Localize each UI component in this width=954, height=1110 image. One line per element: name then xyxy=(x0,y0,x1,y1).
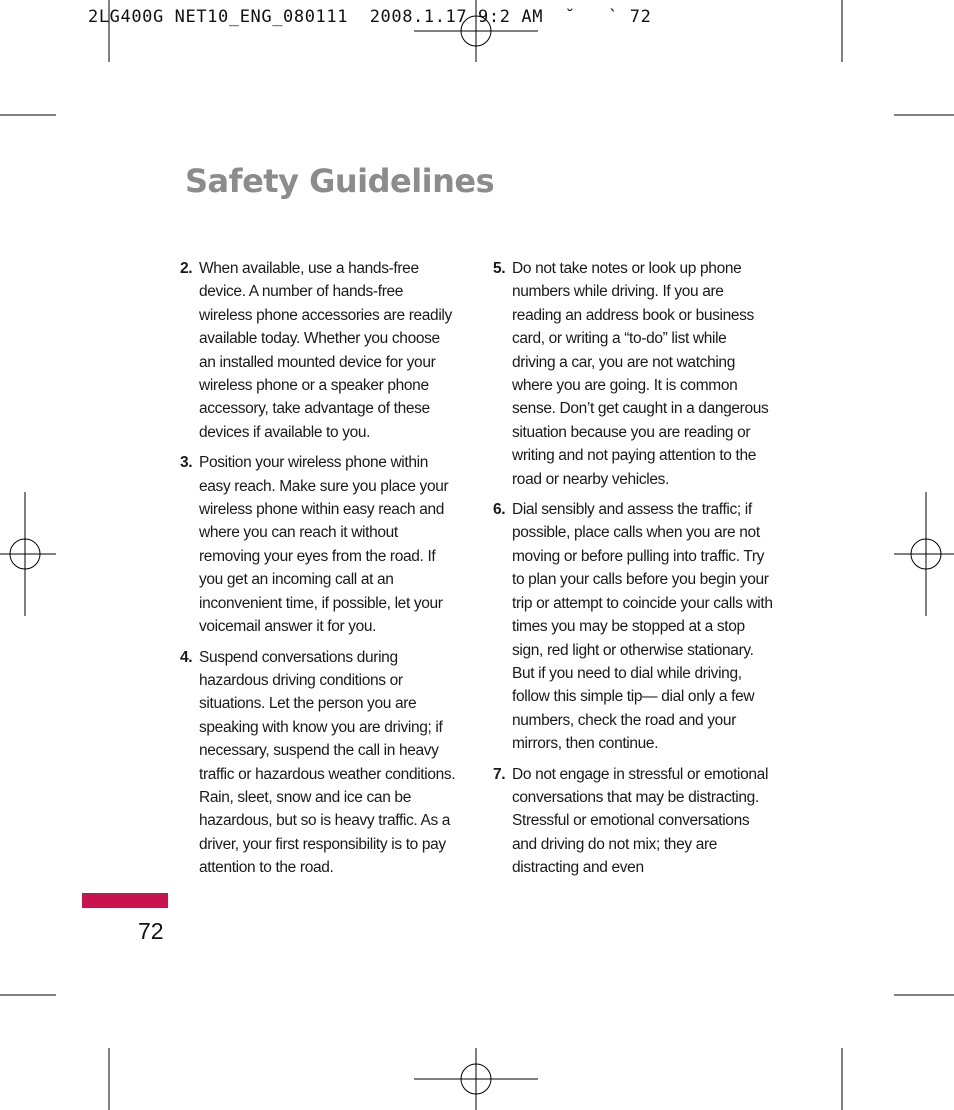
item-number: 5. xyxy=(493,260,506,277)
page-number: 72 xyxy=(138,918,164,944)
left-column xyxy=(180,257,458,887)
print-slug: 2LG400G NET10_ENG_080111 2008.1.17 9:2 AM ˘ ` 72 xyxy=(88,7,652,27)
page-number-accent-bar xyxy=(82,893,168,908)
list-item xyxy=(493,763,773,880)
list-item xyxy=(180,257,458,444)
item-text: Do not take notes or look up phone numbers while driving. If you are reading an address book or business card, or writing a “to-do” list while driving a car, you are not watching where you are going. It is common sense. Don’t get caught in a dangerous situation because you are reading or writing and not paying attention to the road or nearby vehicles. xyxy=(512,260,769,488)
list-item xyxy=(493,257,773,491)
item-number: 7. xyxy=(493,765,506,783)
list-item xyxy=(180,451,458,638)
list-item xyxy=(493,498,773,755)
item-number: 3. xyxy=(180,454,193,472)
item-text: Suspend conversations during hazardous driving conditions or situations. Let the person you are speaking with know you are driving; if necessary, suspend the call in heavy traffic or hazardous weather conditions. Rain, sleet, snow and ice can be hazardous, but so is heavy traffic. As a driver, your first responsibility is to pay attention to the road. xyxy=(199,648,456,877)
right-column xyxy=(493,257,773,887)
item-text: Position your wireless phone within easy reach. Make sure you place your wireless phone within easy reach and where you can reach it without removing your eyes from the road. If you get an incoming call at an inconvenient time, if possible, let your voicemail answer it for you. xyxy=(199,454,449,636)
item-number: 2. xyxy=(180,260,193,277)
item-text: Dial sensibly and assess the traffic; if possible, place calls when you are not moving or before pulling into traffic. Try to plan your calls before you begin your trip or attempt to coincide your calls with times you may be stopped at a stop sign, red light or otherwise stationary. But if you need to dial while driving, follow this simple tip— dial only a few numbers, check the road and your mirrors, then continue. xyxy=(512,501,773,753)
item-number: 4. xyxy=(180,648,193,666)
item-text: Do not engage in stressful or emotional conversations that may be distracting. Stressful or emotional conversations and driving do not mix; they are distracting and even xyxy=(512,765,769,877)
page-title: Safety Guidelines xyxy=(185,162,495,200)
item-text: When available, use a hands-free device. A number of hands-free wireless phone accessories are readily available today. Whether you choose an installed mounted device for your wireless phone or a speaker phone accessory, take advantage of these devices if available to you. xyxy=(199,260,452,441)
list-item xyxy=(180,646,458,880)
item-number: 6. xyxy=(493,501,506,519)
